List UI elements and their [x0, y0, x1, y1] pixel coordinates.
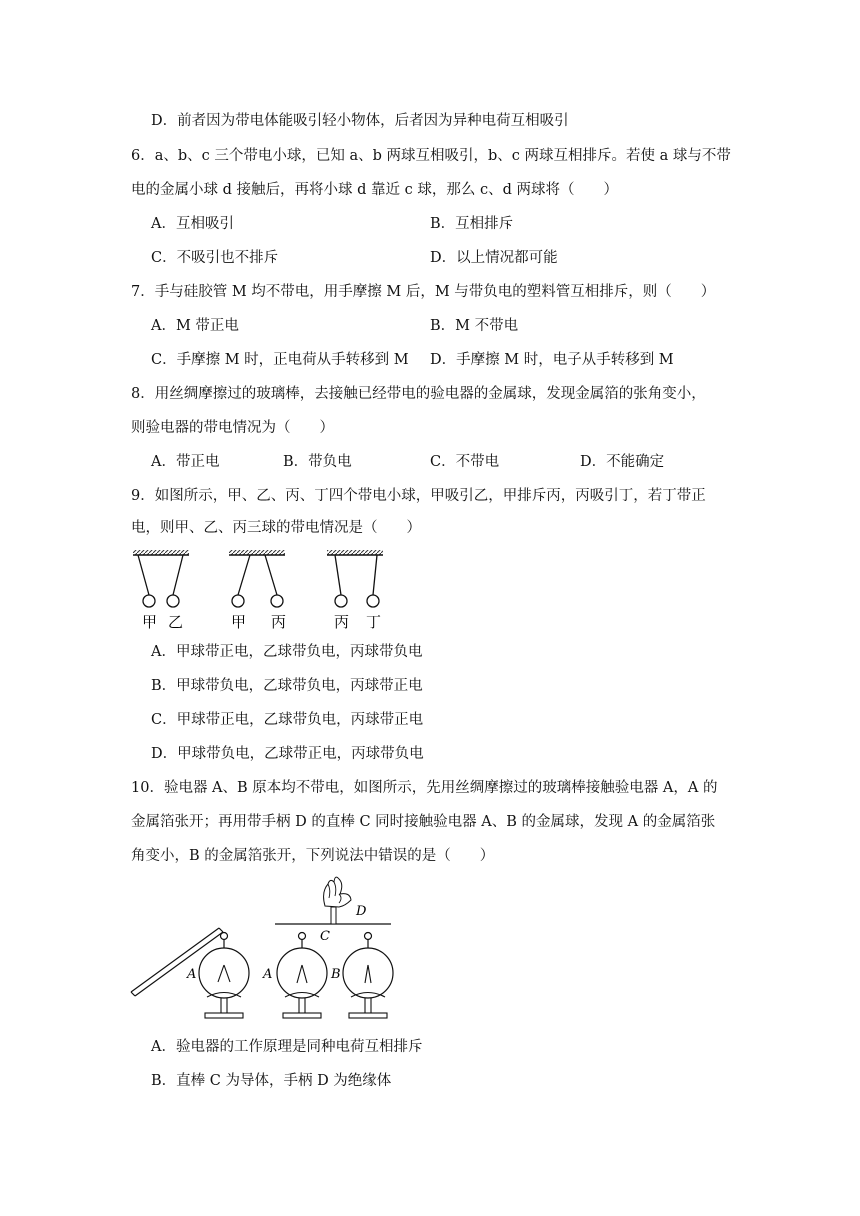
- q6-option-c: C．不吸引也不排斥: [151, 250, 279, 266]
- q9-label-ding: 丁: [366, 613, 382, 631]
- q10-label-b: B: [331, 967, 341, 982]
- q7-stem-line1: 7．手与硅胶管 M 均不带电，用手摩擦 M 后，M 与带负电的塑料管互相排斥，则（ ）: [131, 284, 716, 300]
- q9-stem-line2: 电，则甲、乙、丙三球的带电情况是（ ）: [131, 520, 421, 536]
- q10-label-a: A: [263, 967, 273, 982]
- q6-stem-line1: 6．a、b、c 三个带电小球，已知 a、b 两球互相吸引，b、c 两球互相排斥。若使 a 球与不带: [131, 148, 731, 164]
- q10-figure: [125, 870, 415, 1030]
- q7-option-d: D．手摩擦 M 时，电子从手转移到 M: [430, 352, 674, 368]
- q9-option-a: A．甲球带正电，乙球带负电，丙球带负电: [151, 644, 423, 660]
- q7-option-c: C．手摩擦 M 时，正电荷从手转移到 M: [151, 352, 409, 368]
- q6-stem-line2: 电的金属小球 d 接触后，再将小球 d 靠近 c 球，那么 c、d 两球将（ ）: [131, 182, 618, 198]
- q6-option-b: B．互相排斥: [430, 216, 514, 232]
- q6-option-d: D．以上情况都可能: [430, 250, 558, 266]
- electroscope-a-single: [199, 933, 249, 1019]
- q10-option-b: B．直棒 C 为导体，手柄 D 为绝缘体: [151, 1073, 392, 1089]
- q8-option-b: B．带负电: [283, 454, 352, 470]
- q6-option-a: A．互相吸引: [151, 216, 234, 232]
- q7-option-b: B．M 不带电: [430, 318, 519, 334]
- q10-label-d: D: [356, 904, 367, 919]
- q10-stem-line2: 金属箔张开；再用带手柄 D 的直棒 C 同时接触验电器 A、B 的金属球，发现 A 的金属箔张: [131, 814, 716, 830]
- q9-label-yi: 乙: [168, 613, 184, 631]
- q8-stem-line2: 则验电器的带电情况为（ ）: [131, 420, 334, 436]
- q10-stem-line3: 角变小，B 的金属箔张开，下列说法中错误的是（ ）: [131, 848, 495, 864]
- q9-option-c: C．甲球带正电，乙球带负电，丙球带正电: [151, 712, 424, 728]
- handle-d: [324, 877, 351, 924]
- pendulum-pair-3: [327, 550, 383, 607]
- q9-label-bing-2: 丙: [334, 613, 350, 631]
- q9-label-jia-2: 甲: [231, 613, 247, 631]
- pendulum-pair-2: [229, 550, 285, 607]
- q8-option-d: D．不能确定: [580, 454, 665, 470]
- q5-option-d: D．前者因为带电体能吸引轻小物体，后者因为异种电荷互相吸引: [151, 113, 569, 129]
- q8-option-a: A．带正电: [151, 454, 220, 470]
- q8-stem-line1: 8．用丝绸摩擦过的玻璃棒，去接触已经带电的验电器的金属球，发现金属箔的张角变小，: [131, 386, 706, 402]
- q10-option-a: A．验电器的工作原理是同种电荷互相排斥: [151, 1039, 423, 1055]
- q9-stem-line1: 9．如图所示，甲、乙、丙、丁四个带电小球，甲吸引乙，甲排斥丙，丙吸引丁，若丁带正: [131, 488, 706, 504]
- q10-stem-line1: 10．验电器 A、B 原本均不带电，如图所示，先用丝绸摩擦过的玻璃棒接触验电器 A，A 的: [131, 780, 718, 796]
- q9-label-jia-1: 甲: [142, 613, 158, 631]
- q9-option-d: D．甲球带负电，乙球带正电，丙球带负电: [151, 746, 424, 762]
- electroscope-b: [343, 933, 393, 1019]
- q9-label-bing-1: 丙: [271, 613, 287, 631]
- q10-label-c: C: [320, 929, 330, 944]
- q8-option-c: C．不带电: [430, 454, 500, 470]
- pendulum-pair-1: [133, 550, 189, 607]
- q9-option-b: B．甲球带负电，乙球带负电，丙球带正电: [151, 678, 423, 694]
- q7-option-a: A．M 带正电: [151, 318, 239, 334]
- q10-label-a-left: A: [187, 967, 197, 982]
- q9-figure: [125, 545, 415, 633]
- electroscope-a: [277, 933, 327, 1019]
